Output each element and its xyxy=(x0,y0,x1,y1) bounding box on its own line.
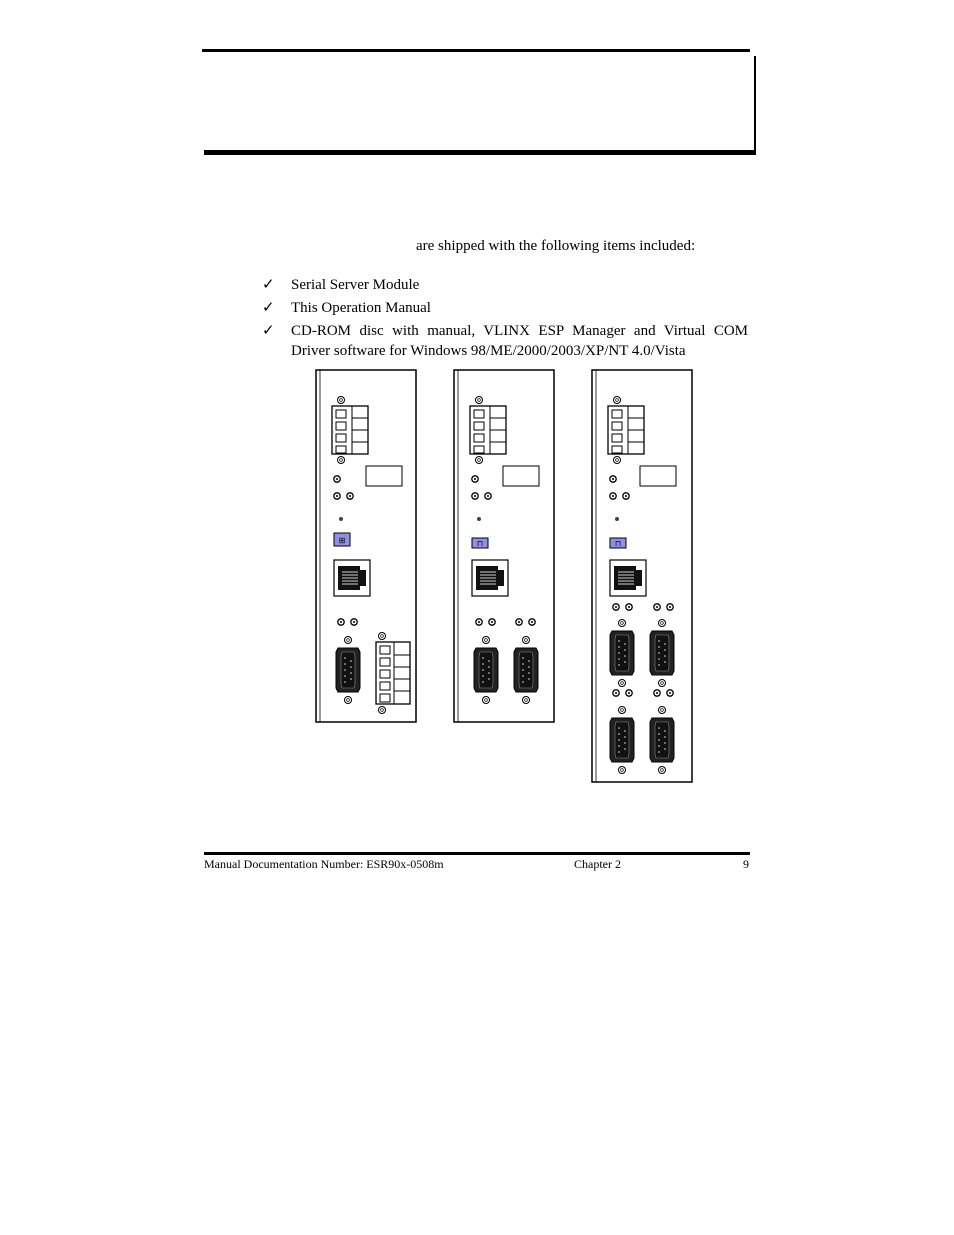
footer-page-number: 9 xyxy=(743,857,749,871)
serial-server-devices-illustration xyxy=(300,360,700,790)
item-text: Serial Server Module xyxy=(291,277,420,293)
list-item xyxy=(262,274,748,297)
list-item xyxy=(262,297,748,320)
header-rule-top xyxy=(202,49,750,52)
item-text: This Operation Manual xyxy=(291,300,431,316)
device-4-port xyxy=(592,370,692,782)
header-rule-right xyxy=(754,56,756,154)
svg-text:⊓: ⊓ xyxy=(476,539,484,548)
item-text-line2: Driver software for Windows 98/ME/2000/2003/XP/NT 4.0/Vista xyxy=(291,343,686,359)
svg-text:⊞: ⊞ xyxy=(338,536,346,545)
checkmark-icon: ✓ xyxy=(262,323,275,339)
footer-chapter: Chapter 2 xyxy=(574,857,621,871)
device-1-port xyxy=(316,370,416,722)
intro-text: are shipped with the following items included: xyxy=(416,238,696,254)
item-text-line1: CD-ROM disc with manual, VLINX ESP Manager and Virtual COM xyxy=(291,323,748,339)
device-2-port xyxy=(454,370,554,722)
footer-rule xyxy=(204,852,750,855)
svg-text:⊓: ⊓ xyxy=(614,539,622,548)
footer-doc-number: Manual Documentation Number: ESR90x-0508m xyxy=(204,857,444,871)
checkmark-icon: ✓ xyxy=(262,300,275,316)
list-item xyxy=(262,320,748,360)
header-rule-bottom xyxy=(204,150,756,155)
included-items-list xyxy=(262,274,748,360)
checkmark-icon: ✓ xyxy=(262,277,275,293)
